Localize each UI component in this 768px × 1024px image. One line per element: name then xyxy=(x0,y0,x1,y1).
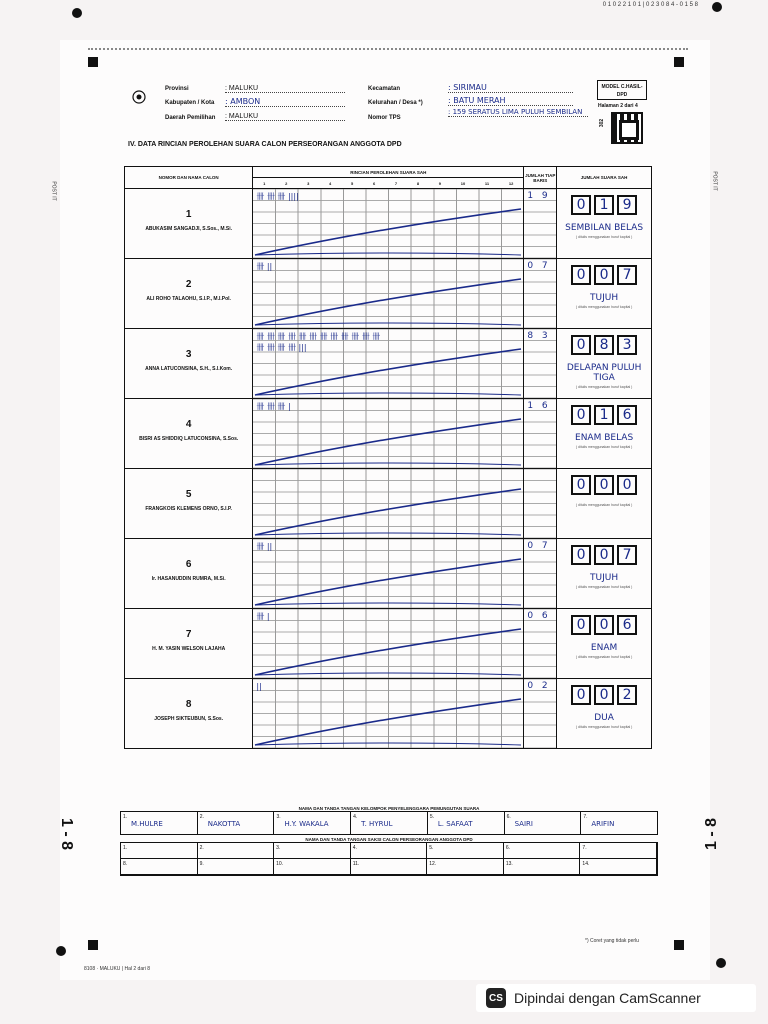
qr-code xyxy=(611,112,643,144)
candidate-cell xyxy=(125,399,253,469)
tally-strike-lines xyxy=(253,469,525,538)
total-in-words[interactable]: TUJUH xyxy=(590,293,619,303)
punch-hole xyxy=(716,958,726,968)
tally-marks-line1: 卌 || xyxy=(256,542,273,551)
saksi-signature-cell[interactable]: 2. xyxy=(198,843,275,859)
capital-letters-hint: ( ditulis menggunakan huruf kapital ) xyxy=(575,585,633,589)
tally-column-number: 12 xyxy=(508,180,514,186)
capital-letters-hint: ( ditulis menggunakan huruf kapital ) xyxy=(575,725,633,729)
saksi-signature-cell[interactable]: 5. xyxy=(427,843,504,859)
saksi-signature-cell[interactable]: 3. xyxy=(274,843,351,859)
kpps-number: 6. xyxy=(506,814,511,820)
total-digit-box[interactable]: 0 xyxy=(594,615,614,635)
tally-column-number: 11 xyxy=(484,180,490,186)
total-digit-box[interactable]: 3 xyxy=(617,335,637,355)
jumlah-value: 0 6 xyxy=(527,611,551,621)
total-digit-box[interactable]: 0 xyxy=(571,545,591,565)
camscanner-text: Dipindai dengan CamScanner xyxy=(514,990,701,1006)
vote-table xyxy=(124,166,652,749)
tps-label: Nomor TPS xyxy=(368,115,401,121)
kpps-signature-cell[interactable] xyxy=(274,812,351,834)
total-digits xyxy=(557,475,651,495)
tally-cell[interactable] xyxy=(253,609,524,679)
capital-letters-hint: ( ditulis menggunakan huruf kapital ) xyxy=(575,655,633,659)
kpps-signature-row xyxy=(120,811,658,835)
tally-cell[interactable] xyxy=(253,399,524,469)
tally-cell[interactable] xyxy=(253,189,524,259)
total-digit-box[interactable]: 0 xyxy=(571,615,591,635)
side-label-left: 1 - 8 xyxy=(58,817,76,851)
kecamatan-value: : SIRIMAU xyxy=(448,83,573,93)
capital-letters-hint: ( ditulis menggunakan huruf kapital ) xyxy=(575,235,633,239)
emblem-icon xyxy=(132,90,146,104)
total-cell xyxy=(557,609,652,679)
postit-label-right: POST IT xyxy=(711,171,718,191)
candidate-number: 5 xyxy=(185,489,192,500)
side-label-right: 1 - 8 xyxy=(703,817,721,851)
candidate-cell xyxy=(125,259,253,329)
total-digits xyxy=(557,545,651,565)
total-in-words[interactable]: TUJUH xyxy=(590,573,619,583)
tps-value: : 159 SERATUS LIMA PULUH SEMBILAN xyxy=(448,108,588,117)
kpps-number: 5. xyxy=(429,814,435,820)
section-title: IV. DATA RINCIAN PEROLEHAN SUARA CALON PERSEORANGAN ANGGOTA DPD xyxy=(128,141,402,148)
daerah-label: Daerah Pemilihan xyxy=(165,115,216,121)
kecamatan-label: Kecamatan xyxy=(368,86,401,92)
tally-marks xyxy=(256,191,521,202)
jumlah-value: 1 9 xyxy=(527,191,551,201)
jumlah-cell[interactable] xyxy=(524,189,557,259)
candidate-number: 2 xyxy=(185,279,192,290)
kpps-number: 7. xyxy=(583,814,588,820)
jumlah-cell[interactable] xyxy=(524,399,557,469)
candidate-cell xyxy=(125,609,253,679)
tally-marks xyxy=(256,681,521,692)
camscanner-logo: CS xyxy=(486,988,506,1008)
signature-block xyxy=(120,806,658,876)
tally-marks-line2: 卌 卌 卌 卌 ||| xyxy=(256,343,307,352)
candidate-number: 7 xyxy=(185,629,192,640)
kpps-signature-cell[interactable] xyxy=(581,812,657,834)
candidate-cell xyxy=(125,469,253,539)
total-digits xyxy=(557,615,651,635)
tally-column-number: 6 xyxy=(372,180,376,186)
total-digit-box[interactable]: 1 xyxy=(594,195,614,215)
provinsi-value: : MALUKU xyxy=(225,85,345,93)
kpps-number: 3. xyxy=(276,814,281,820)
total-digits xyxy=(557,405,651,425)
footer-left: 8108 · MALUKU | Hal 2 dari 8 xyxy=(84,966,151,972)
registration-mark xyxy=(674,57,684,67)
candidate-number: 3 xyxy=(185,349,192,360)
total-digit-box[interactable]: 6 xyxy=(617,615,637,635)
col-candidate-header: NOMOR DAN NAMA CALON xyxy=(125,167,253,189)
candidate-name: ANNA LATUCONSINA, S.H., S.I.Kom. xyxy=(145,366,233,372)
total-digits xyxy=(557,335,651,355)
kpps-title: NAMA DAN TANDA TANGAN KELOMPOK PENYELENGGARA PEMUNGUTAN SUARA xyxy=(298,806,480,811)
candidate-name: ABUKASIM SANGADJI, S.Sos., M.Si. xyxy=(145,226,232,232)
total-in-words[interactable]: ENAM BELAS xyxy=(575,433,634,443)
tally-column-number: 7 xyxy=(394,180,398,186)
tally-marks xyxy=(256,261,521,272)
total-digits xyxy=(557,685,651,705)
daerah-value: : MALUKU xyxy=(225,113,345,121)
kpps-signature-name: SAIRI xyxy=(514,820,533,828)
kpps-number: 2. xyxy=(199,814,204,820)
tally-marks xyxy=(256,401,521,412)
capital-letters-hint: ( ditulis menggunakan huruf kapital ) xyxy=(575,445,633,449)
total-digit-box[interactable]: 1 xyxy=(594,405,614,425)
candidate-cell xyxy=(125,539,253,609)
punch-hole xyxy=(712,2,722,12)
total-digit-box[interactable]: 2 xyxy=(617,685,637,705)
kabupaten-value: : AMBON xyxy=(225,97,345,107)
jumlah-value: 8 3 xyxy=(527,331,551,341)
saksi-signature-cell[interactable]: 14. xyxy=(580,859,657,875)
table-row xyxy=(125,329,652,399)
total-digit-box[interactable]: 0 xyxy=(594,475,614,495)
kpps-signature-name: M.HULRE xyxy=(131,820,163,828)
col-jumlah-header: JUMLAH TIAP BARIS xyxy=(524,167,557,189)
saksi-signature-cell[interactable]: 10. xyxy=(274,859,351,875)
tally-marks xyxy=(256,611,521,622)
saksi-signature-cell[interactable]: 1. xyxy=(121,843,198,859)
tally-column-numbers xyxy=(253,178,524,189)
candidate-name: ALI ROHO TALAOHU, S.I.P., M.I.Pol. xyxy=(146,296,231,302)
saksi-signature-cell[interactable]: 7. xyxy=(580,843,657,859)
tally-cell[interactable] xyxy=(253,679,524,749)
total-digit-box[interactable]: 7 xyxy=(617,545,637,565)
jumlah-cell[interactable] xyxy=(524,259,557,329)
candidate-cell xyxy=(125,679,253,749)
tally-cell[interactable] xyxy=(253,539,524,609)
total-digit-box[interactable]: 0 xyxy=(571,475,591,495)
jumlah-cell[interactable] xyxy=(524,469,557,539)
total-in-words[interactable]: DUA xyxy=(594,713,614,723)
page-indicator: Halaman 2 dari 4 xyxy=(598,103,638,109)
tally-marks xyxy=(256,541,521,552)
tally-column-number: 9 xyxy=(438,180,442,186)
total-cell xyxy=(557,679,652,749)
jumlah-cell[interactable] xyxy=(524,609,557,679)
saksi-signature-cell[interactable]: 4. xyxy=(351,843,428,859)
saksi-signature-cell[interactable]: 8. xyxy=(121,859,198,875)
tally-marks xyxy=(256,331,521,353)
jumlah-cell[interactable] xyxy=(524,679,557,749)
saksi-title: NAMA DAN TANDA TANGAN SAKSI CALON PERSEORANGAN ANGGOTA DPD xyxy=(305,837,473,842)
candidate-number: 6 xyxy=(185,559,192,570)
jumlah-cell[interactable] xyxy=(524,539,557,609)
saksi-signature-cell[interactable]: 9. xyxy=(198,859,275,875)
tally-column-number: 10 xyxy=(460,180,466,186)
saksi-signature-grid xyxy=(120,842,658,876)
total-digit-box[interactable]: 6 xyxy=(617,405,637,425)
total-digit-box[interactable]: 8 xyxy=(594,335,614,355)
tally-marks-line1: 卌 || xyxy=(256,262,273,271)
total-digit-box[interactable]: 0 xyxy=(594,545,614,565)
tally-marks-line1: 卌 卌 卌 | xyxy=(256,402,291,411)
capital-letters-hint: ( ditulis menggunakan huruf kapital ) xyxy=(575,385,633,389)
kpps-signature-name: ARIFIN xyxy=(591,820,615,828)
kpps-signature-name: T. HYRUL xyxy=(361,820,393,828)
table-row xyxy=(125,399,652,469)
candidate-name: FRANGKOIS KLEMENS ORNO, S.I.P. xyxy=(145,506,232,512)
total-cell xyxy=(557,539,652,609)
camscanner-watermark xyxy=(476,984,756,1012)
table-row xyxy=(125,259,652,329)
candidate-number: 4 xyxy=(185,419,192,430)
candidate-name: H. M. YASIN WELSON LAJAHA xyxy=(152,646,226,652)
kpps-signature-cell[interactable] xyxy=(121,812,198,834)
tally-marks-line1: 卌 卌 卌 卌 卌 卌 卌 卌 卌 卌 卌 卌 xyxy=(256,332,381,341)
total-digit-box[interactable]: 0 xyxy=(571,405,591,425)
table-row xyxy=(125,469,652,539)
total-digit-box[interactable]: 0 xyxy=(571,685,591,705)
table-row xyxy=(125,539,652,609)
kpps-number: 1. xyxy=(123,814,128,820)
total-cell xyxy=(557,329,652,399)
total-in-words[interactable]: DELAPAN PULUH TIGA xyxy=(566,363,642,383)
kpps-signature-name: NAKOTTA xyxy=(207,820,241,828)
total-digit-box[interactable]: 0 xyxy=(571,195,591,215)
registration-mark xyxy=(88,57,98,67)
col-tally-header: RINCIAN PEROLEHAN SUARA SAH xyxy=(253,167,524,178)
jumlah-value: 0 2 xyxy=(527,681,551,691)
total-digit-box[interactable]: 0 xyxy=(594,265,614,285)
total-digit-box[interactable]: 0 xyxy=(594,685,614,705)
total-cell xyxy=(557,259,652,329)
perforation-line xyxy=(88,48,688,50)
tally-cell[interactable] xyxy=(253,259,524,329)
saksi-signature-cell[interactable]: 6. xyxy=(504,843,581,859)
punch-hole xyxy=(72,8,82,18)
candidate-cell xyxy=(125,189,253,259)
tally-cell[interactable] xyxy=(253,469,524,539)
kabupaten-label: Kabupaten / Kota xyxy=(165,100,215,106)
qr-number: 302 xyxy=(599,118,606,128)
total-cell xyxy=(557,189,652,259)
tally-column-number: 2 xyxy=(285,180,288,186)
kpps-signature-name: H.Y. WAKALA xyxy=(284,820,329,828)
candidate-cell xyxy=(125,329,253,399)
tally-column-number: 3 xyxy=(307,180,310,186)
jumlah-cell[interactable] xyxy=(524,329,557,399)
capital-letters-hint: ( ditulis menggunakan huruf kapital ) xyxy=(575,503,633,507)
tally-column-number: 1 xyxy=(263,180,266,186)
total-digit-box[interactable]: 0 xyxy=(571,265,591,285)
table-row xyxy=(125,609,652,679)
table-row xyxy=(125,679,652,749)
kpps-signature-cell[interactable] xyxy=(428,812,505,834)
kpps-signature-cell[interactable] xyxy=(198,812,275,834)
total-digit-box[interactable]: 9 xyxy=(617,195,637,215)
kpps-signature-cell[interactable] xyxy=(505,812,582,834)
total-digits xyxy=(557,265,651,285)
total-digits xyxy=(557,195,651,215)
provinsi-label: Provinsi xyxy=(165,86,189,92)
candidate-name: BISRI AS SHIDDIQ LATUCONSINA, S.Sos. xyxy=(139,436,239,442)
tally-column-number: 4 xyxy=(329,180,332,186)
tally-marks-line1: || xyxy=(256,682,262,691)
jumlah-value: 1 6 xyxy=(527,401,551,411)
kpps-number: 4. xyxy=(353,814,358,820)
model-box: MODEL C.HASIL-DPD xyxy=(597,80,647,100)
kpps-signature-name: L. SAFAAT xyxy=(437,820,473,828)
tally-marks-line1: 卌 卌 卌 |||| xyxy=(256,192,299,201)
postit-label-left: POST IT xyxy=(50,181,57,201)
punch-hole xyxy=(56,946,66,956)
registration-mark xyxy=(88,940,98,950)
capital-letters-hint: ( ditulis menggunakan huruf kapital ) xyxy=(575,305,633,309)
total-digit-box[interactable]: 7 xyxy=(617,265,637,285)
col-total-header: JUMLAH SUARA SAH xyxy=(557,167,652,189)
jumlah-value: 0 7 xyxy=(527,541,551,551)
total-in-words[interactable]: SEMBILAN BELAS xyxy=(565,223,644,233)
saksi-signature-cell[interactable]: 11. xyxy=(351,859,428,875)
saksi-signature-cell[interactable]: 12. xyxy=(427,859,504,875)
total-digit-box[interactable]: 0 xyxy=(617,475,637,495)
candidate-name: JOSEPH SIKTEUBUN, S.Sos. xyxy=(154,716,224,722)
tally-cell[interactable] xyxy=(253,329,524,399)
kelurahan-label: Kelurahan / Desa *) xyxy=(368,100,423,106)
total-cell xyxy=(557,469,652,539)
candidate-number: 8 xyxy=(185,699,192,710)
total-cell xyxy=(557,399,652,469)
table-row xyxy=(125,189,652,259)
total-in-words[interactable]: ENAM xyxy=(590,643,618,653)
kpps-signature-cell[interactable] xyxy=(351,812,428,834)
candidate-number: 1 xyxy=(185,209,192,220)
total-digit-box[interactable]: 0 xyxy=(571,335,591,355)
registration-mark xyxy=(674,940,684,950)
jumlah-value: 0 7 xyxy=(527,261,551,271)
tally-marks-line1: 卌 | xyxy=(256,612,270,621)
tally-column-number: 5 xyxy=(350,180,354,186)
saksi-signature-cell[interactable]: 13. xyxy=(504,859,581,875)
footer-note: *) Coret yang tidak perlu xyxy=(585,938,639,944)
top-barcode-text: 0 1 0 2 2 1 0 1 | 0 2 3 0 8 4 - 0 1 5 8 xyxy=(602,2,698,8)
kelurahan-value: : BATU MERAH xyxy=(448,96,573,106)
tally-column-number: 8 xyxy=(416,180,420,186)
candidate-name: Ir. HASANUDDIN RUMRA, M.Si. xyxy=(151,576,226,582)
